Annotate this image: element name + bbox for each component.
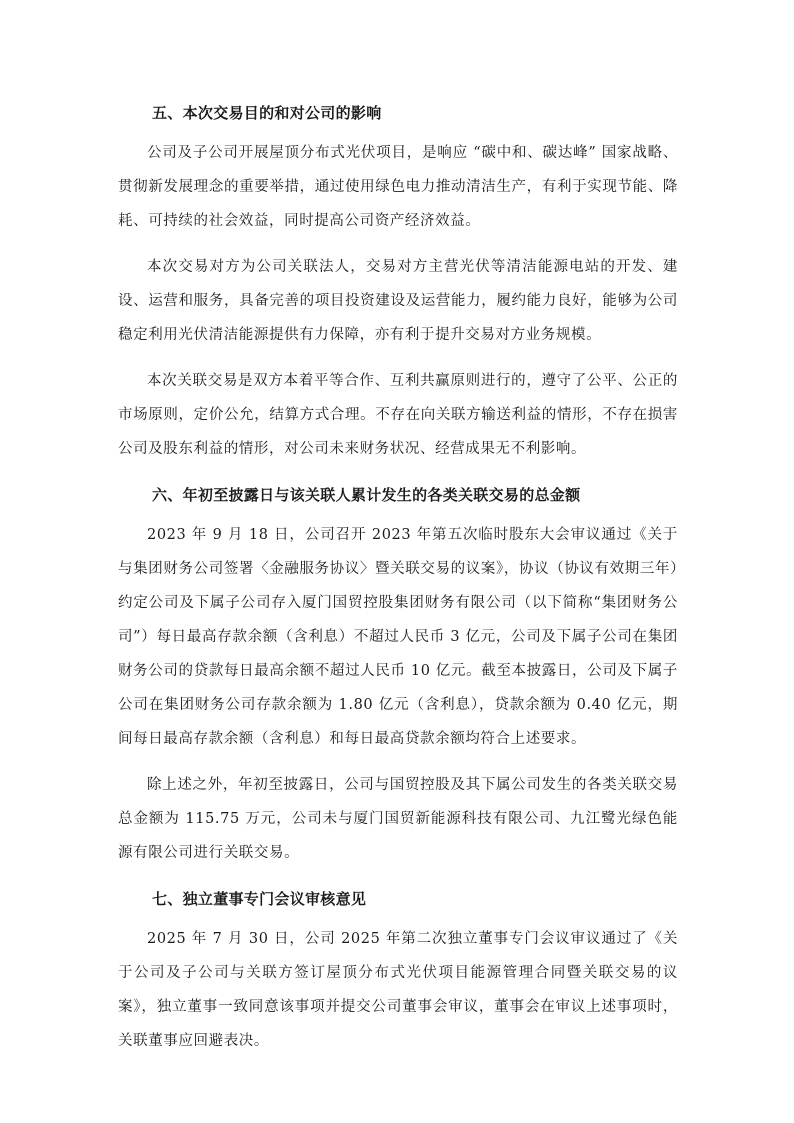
section-heading-6: 六、年初至披露日与该关联人累计发生的各类关联交易的总金额 — [152, 486, 581, 504]
document-body — [118, 96, 678, 1070]
section-heading-7: 七、独立董事专门会议审核意见 — [152, 890, 367, 908]
paragraph: 公司及子公司开展屋顶分布式光伏项目，是响应 “碳中和、碳达峰” 国家战略、贯彻新发展理念的重要举措，通过使用绿色电力推动清洁生产，有利于实现节能、降耗、可持续的社会效益，同时提高公司资产经济效益。 — [118, 145, 678, 229]
paragraph: 本次交易对方为公司关联法人，交易对方主营光伏等清洁能源电站的开发、建设、运营和服务，具备完善的项目投资建设及运营能力，履约能力良好，能够为公司稳定利用光伏清洁能源提供有力保障，亦有利于提升交易对方业务规模。 — [118, 259, 678, 343]
paragraph: 除上述之外，年初至披露日，公司与国贸控股及其下属公司发生的各类关联交易总金额为 115.75 万元，公司未与厦门国贸新能源科技有限公司、九江鹭光绿色能源有限公司进行关联交易。 — [118, 777, 678, 861]
section-heading-5: 五、本次交易目的和对公司的影响 — [152, 104, 382, 122]
paragraph: 本次关联交易是双方本着平等合作、互利共赢原则进行的，遵守了公平、公正的市场原则，定价公允，结算方式合理。不存在向关联方输送利益的情形，不存在损害公司及股东利益的情形，对公司未来财务状况、经营成果无不利影响。 — [118, 373, 678, 457]
paragraph: 2025 年 7 月 30 日，公司 2025 年第二次独立董事专门会议审议通过了《关于公司及子公司与关联方签订屋顶分布式光伏项目能源管理合同暨关联交易的议案》，独立董事一致同意该事项并提交公司董事会审议，董事会在审议上述事项时，关联董事应回避表决。 — [118, 931, 678, 1049]
paragraph: 2023 年 9 月 18 日，公司召开 2023 年第五次临时股东大会审议通过《关于与集团财务公司签署〈金融服务协议〉暨关联交易的议案》，协议（协议有效期三年）约定公司及下属子公司存入厦门国贸控股集团财务有限公司（以下简称“集团财务公司”）每日最高存款余额（含利息）不超过人民币 3 亿元，公司及下属子公司在集团财务公司的贷款每日最高余额不超过人民币 10 亿元。截至本披露日，公司及下属子公司在集团财务公司存款余额为 1.80 亿元（含利息），贷款余额为 0.40 亿元，期间每日最高存款余额（含利息）和每日最高贷款余额均符合上述要求。 — [118, 527, 678, 747]
